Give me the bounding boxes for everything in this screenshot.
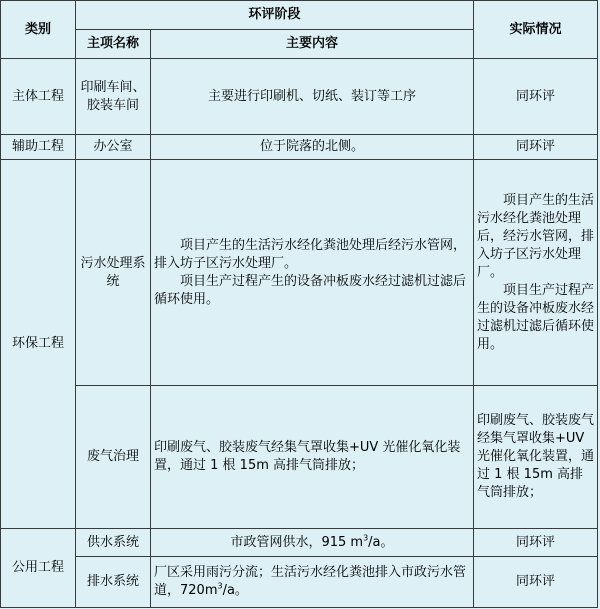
row-wastewater <box>1 160 598 386</box>
content-exhaust: 印刷废气、胶装废气经集气罩收集+UV 光催化氧化装置，通过 1 根 15m 高排气筒排放； <box>151 386 474 529</box>
content-drainage-text: 厂区采用雨污分流；生活污水经化粪池排入市政污水管道，720m <box>154 565 467 598</box>
header-category: 类别 <box>1 1 76 59</box>
actual-wastewater <box>474 160 598 386</box>
content-drainage-sup: 3 <box>217 581 223 591</box>
header-item-name: 主项名称 <box>76 30 151 59</box>
category-public: 公用工程 <box>1 529 76 608</box>
row-drainage <box>1 557 598 608</box>
category-main: 主体工程 <box>1 59 76 135</box>
actual-drainage: 同环评 <box>474 557 598 608</box>
actual-main: 同环评 <box>474 59 598 135</box>
content-wastewater-p2: 项目生产过程产生的设备冲板废水经过滤机过滤后循环使用。 <box>154 273 467 307</box>
row-main-project <box>1 59 598 135</box>
header-main-content: 主要内容 <box>151 30 474 59</box>
header-eia-stage: 环评阶段 <box>76 1 474 30</box>
row-aux-project <box>1 135 598 160</box>
item-aux: 办公室 <box>76 135 151 160</box>
content-wastewater-p1: 项目产生的生活污水经化粪池处理后经污水管网，排入坊子区污水处理厂。 <box>154 237 467 271</box>
item-water-supply: 供水系统 <box>76 529 151 557</box>
header-row-1 <box>1 1 598 30</box>
content-water-supply-text: 市政管网供水，915 m <box>230 534 364 550</box>
actual-wastewater-p2: 项目生产过程产生的设备冲板废水经过滤机过滤后循环使用。 <box>477 282 595 352</box>
row-exhaust <box>1 386 598 529</box>
content-wastewater <box>151 160 474 386</box>
content-water-supply-sup: 3 <box>363 533 369 543</box>
content-main: 主要进行印刷机、切纸、装订等工序 <box>151 59 474 135</box>
actual-exhaust: 印刷废气、胶装废气经集气罩收集+UV 光催化氧化装置，通过 1 根 15m 高排气筒排放； <box>474 386 598 529</box>
row-water-supply <box>1 529 598 557</box>
category-aux: 辅助工程 <box>1 135 76 160</box>
item-wastewater: 污水处理系统 <box>76 160 151 386</box>
content-water-supply <box>151 529 474 557</box>
category-env: 环保工程 <box>1 160 76 529</box>
item-exhaust: 废气治理 <box>76 386 151 529</box>
content-aux: 位于院落的北侧。 <box>151 135 474 160</box>
content-drainage-unit: /a。 <box>222 583 248 598</box>
item-main: 印刷车间、胶装车间 <box>76 59 151 135</box>
header-actual: 实际情况 <box>474 1 598 59</box>
actual-wastewater-p1: 项目产生的生活污水经化粪池处理后，经污水管网，排入坊子区污水处理厂。 <box>477 192 595 280</box>
actual-aux: 同环评 <box>474 135 598 160</box>
item-drainage: 排水系统 <box>76 557 151 608</box>
content-drainage <box>151 557 474 608</box>
actual-water-supply: 同环评 <box>474 529 598 557</box>
content-water-supply-unit: /a。 <box>368 534 394 550</box>
